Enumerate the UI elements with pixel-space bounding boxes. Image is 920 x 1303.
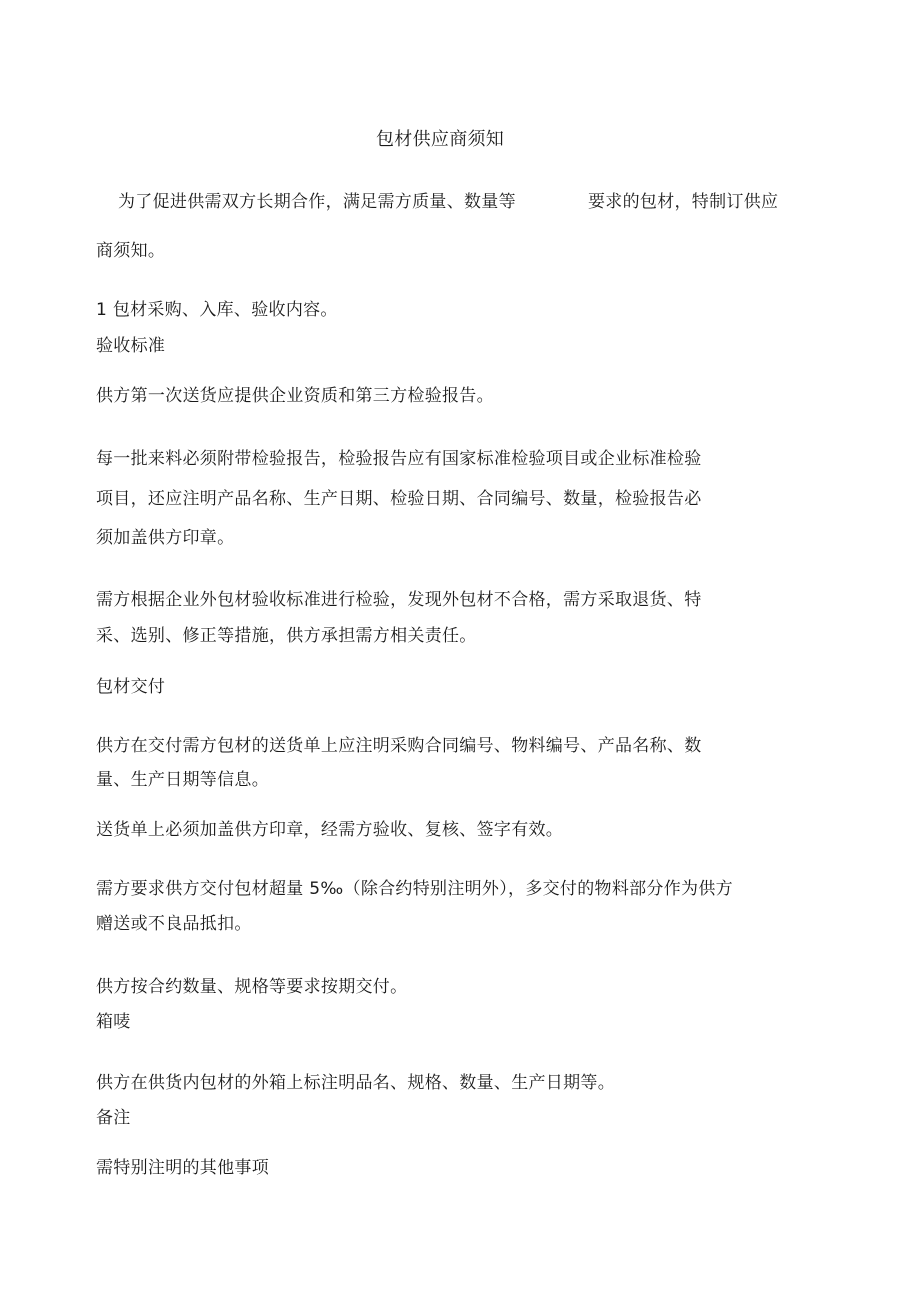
delivery-paragraph-1-line-2: 量、生产日期等信息。 [96, 770, 269, 790]
document-title: 包材供应商须知 [376, 129, 505, 150]
acceptance-paragraph-2-line-3: 须加盖供方印章。 [96, 528, 235, 548]
delivery-paragraph-3-line-1: 需方要求供方交付包材超量 5‰（除合约特别注明外），多交付的物料部分作为供方 [96, 879, 733, 899]
section-1-heading: 1 包材采购、入库、验收内容。 [96, 300, 338, 320]
acceptance-heading: 验收标准 [96, 336, 166, 356]
acceptance-paragraph-2-line-1: 每一批来料必须附带检验报告，检验报告应有国家标准检验项目或企业标准检验 [96, 449, 702, 469]
acceptance-paragraph-1: 供方第一次送货应提供企业资质和第三方检验报告。 [96, 386, 494, 406]
notes-heading: 备注 [96, 1108, 131, 1128]
delivery-paragraph-3-line-2: 赠送或不良品抵扣。 [96, 914, 252, 934]
acceptance-paragraph-3-line-1: 需方根据企业外包材验收标准进行检验，发现外包材不合格，需方采取退货、特 [96, 590, 702, 610]
delivery-paragraph-4: 供方按合约数量、规格等要求按期交付。 [96, 977, 408, 997]
acceptance-paragraph-2-line-2: 项目，还应注明产品名称、生产日期、检验日期、合同编号、数量，检验报告必 [96, 489, 702, 509]
delivery-paragraph-1-line-1: 供方在交付需方包材的送货单上应注明采购合同编号、物料编号、产品名称、数 [96, 736, 702, 756]
intro-line-2: 商须知。 [96, 241, 166, 261]
delivery-heading: 包材交付 [96, 677, 166, 697]
delivery-paragraph-2: 送货单上必须加盖供方印章，经需方验收、复核、签字有效。 [96, 820, 564, 840]
intro-line-1b: 要求的包材，特制订供应 [588, 192, 779, 212]
notes-paragraph-1: 需特别注明的其他事项 [96, 1158, 269, 1178]
marking-heading: 箱唛 [96, 1012, 131, 1032]
marking-paragraph-1: 供方在供货内包材的外箱上标注明品名、规格、数量、生产日期等。 [96, 1073, 615, 1093]
intro-line-1a: 为了促进供需双方长期合作，满足需方质量、数量等 [118, 192, 516, 212]
acceptance-paragraph-3-line-2: 采、选别、修正等措施，供方承担需方相关责任。 [96, 626, 477, 646]
